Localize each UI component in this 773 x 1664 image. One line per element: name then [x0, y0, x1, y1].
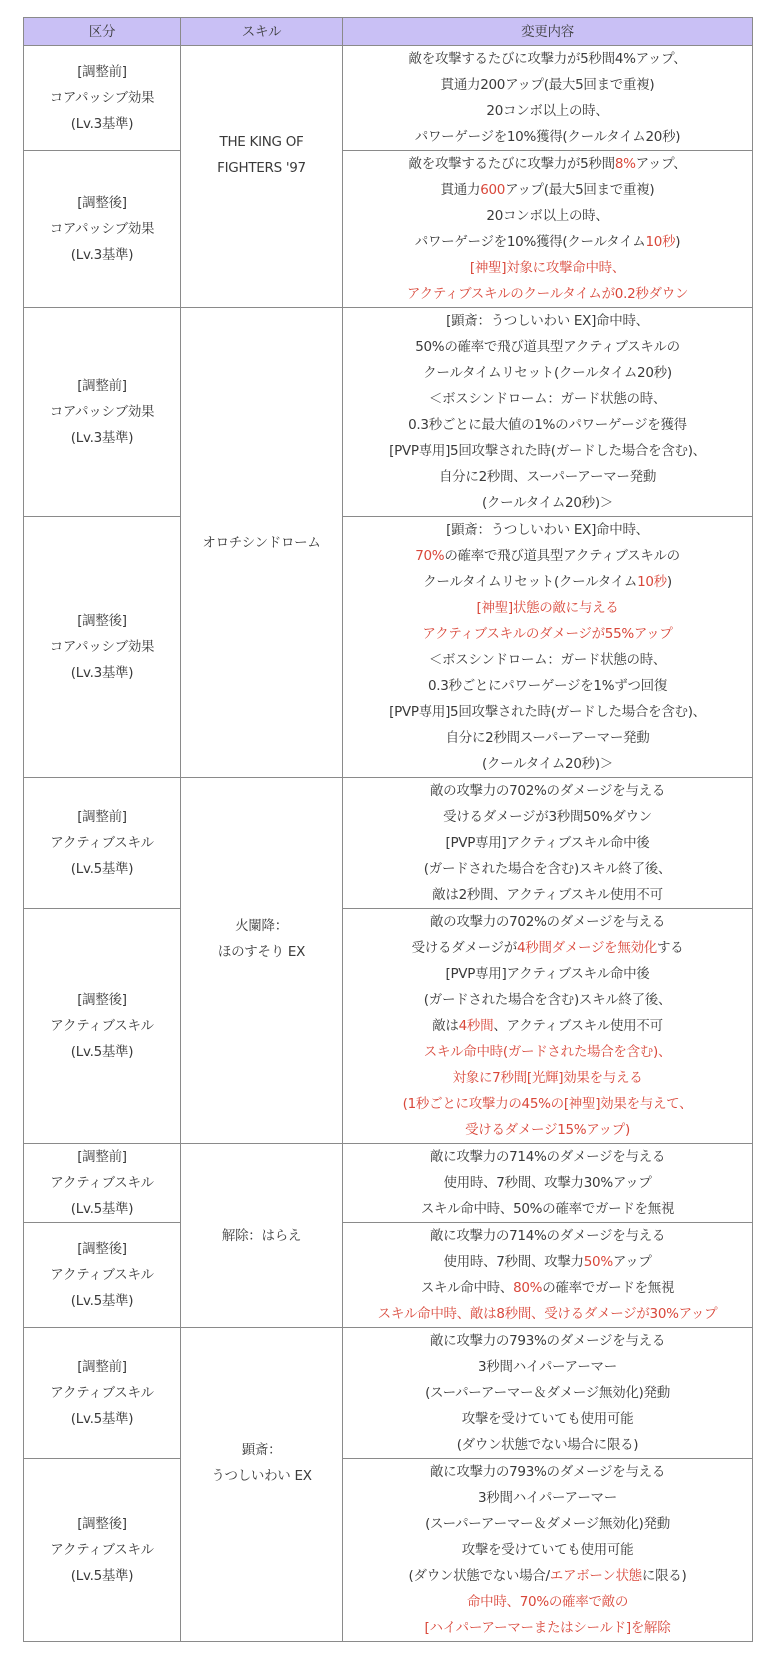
change-line: [347, 1615, 748, 1641]
adjustment-label: [調整前]: [77, 809, 127, 825]
changed-value-highlight: 10秒: [645, 234, 676, 250]
skill-name: うつしいわい EX: [211, 1467, 312, 1484]
text-segment: 敵に攻撃力の714%のダメージを与える: [429, 1228, 666, 1244]
changed-value-highlight: アクティブスキルのクールタイムが0.2秒ダウン: [406, 286, 689, 302]
adjustment-label: [調整後]: [77, 1516, 127, 1532]
adjustment-label: [調整前]: [77, 378, 127, 394]
skill-type-label: アクティブスキル: [50, 1385, 154, 1401]
adjustment-label: [調整前]: [77, 1149, 127, 1165]
change-line: [347, 987, 748, 1013]
text-segment: スキル命中時、50%の確率でガードを無視: [420, 1201, 675, 1217]
change-line: [347, 360, 748, 386]
adjustment-label: [調整前]: [77, 64, 127, 80]
changed-value-highlight: 受けるダメージ15%アップ): [465, 1122, 630, 1138]
text-segment: パワーゲージを10%獲得(クールタイム: [414, 234, 646, 250]
text-segment: 敵に攻撃力の793%のダメージを与える: [429, 1333, 666, 1349]
change-line: [347, 569, 748, 595]
change-line: [347, 203, 748, 229]
level-basis-label: (Lv.3基準): [70, 116, 134, 132]
changed-value-highlight: [神聖]状態の敵に与える: [476, 600, 619, 616]
change-line: [347, 1144, 748, 1170]
skill-type-label: コアパッシブ効果: [49, 639, 155, 655]
change-details-cell: [343, 1223, 753, 1328]
change-line: [347, 621, 748, 647]
change-line: [347, 1589, 748, 1615]
adjustment-label: [調整前]: [77, 1359, 127, 1375]
text-segment: 使用時、7秒間、攻撃力30%アップ: [443, 1175, 652, 1191]
text-segment: 敵を攻撃するたびに攻撃力が5秒間: [408, 156, 615, 172]
change-line: [347, 1432, 748, 1458]
skill-type-label: コアパッシブ効果: [49, 90, 155, 106]
table-row: [24, 517, 753, 778]
text-segment: 攻撃を受けていても使用可能: [461, 1411, 634, 1427]
category-cell: [24, 778, 181, 909]
skill-name: ほのすそり EX: [217, 943, 306, 960]
text-segment: [PVP専用]アクティブスキル命中後: [445, 966, 650, 982]
skill-name: 顕斎：: [241, 1441, 282, 1458]
text-segment: (スーパーアーマー＆ダメージ無効化)発動: [425, 1385, 670, 1401]
category-cell: [24, 1223, 181, 1328]
change-line: [347, 804, 748, 830]
text-segment: (ダウン状態でない場合に限る): [456, 1437, 639, 1453]
category-cell: [24, 308, 181, 517]
category-cell: [24, 46, 181, 151]
skill-type-label: アクティブスキル: [50, 1542, 154, 1558]
changed-value-highlight: 80%: [513, 1280, 543, 1296]
category-cell: [24, 517, 181, 778]
text-segment: 、アクティブスキル使用不可: [493, 1018, 663, 1034]
change-line: [347, 334, 748, 360]
text-segment: (ダウン状態でない場合/: [408, 1568, 550, 1584]
skill-type-label: コアパッシブ効果: [49, 221, 155, 237]
change-line: [347, 1485, 748, 1511]
text-segment: [PVP専用]5回攻撃された時(ガードした場合を含む)、: [389, 704, 706, 720]
change-line: [347, 151, 748, 177]
change-line: [347, 229, 748, 255]
table-header-row: [24, 18, 753, 46]
change-details-cell: [343, 1459, 753, 1642]
changed-value-highlight: スキル命中時(ガードされた場合を含む)、: [423, 1044, 672, 1060]
category-cell: [24, 1328, 181, 1459]
adjustment-label: [調整後]: [77, 992, 127, 1008]
change-line: [347, 1354, 748, 1380]
change-line: [347, 856, 748, 882]
text-segment: 攻撃を受けていても使用可能: [461, 1542, 634, 1558]
change-line: [347, 935, 748, 961]
level-basis-label: (Lv.3基準): [70, 430, 134, 446]
change-line: [347, 1223, 748, 1249]
change-details-cell: [343, 517, 753, 778]
header-changes: 変更内容: [343, 18, 753, 46]
changed-value-highlight: 対象に7秒間[光輝]効果を与える: [452, 1070, 643, 1086]
table-row: [24, 151, 753, 308]
change-line: [347, 1537, 748, 1563]
change-line: [347, 281, 748, 307]
change-line: [347, 1249, 748, 1275]
text-segment: 50%の確率で飛び道具型アクティブスキルの: [415, 339, 680, 355]
change-line: [347, 1170, 748, 1196]
changed-value-highlight: スキル命中時、敵は8秒間、受けるダメージが30%アップ: [377, 1306, 718, 1322]
table-row: [24, 778, 753, 909]
change-details-cell: [343, 151, 753, 308]
text-segment: (ガードされた場合を含む)スキル終了後、: [423, 992, 672, 1008]
skill-changes-table: [23, 17, 753, 1642]
text-segment: 0.3秒ごとにパワーゲージを1%ずつ回復: [427, 678, 668, 694]
text-segment: [PVP専用]5回攻撃された時(ガードした場合を含む)、: [389, 443, 706, 459]
change-line: [347, 830, 748, 856]
skill-type-label: アクティブスキル: [50, 1175, 154, 1191]
change-line: [347, 308, 748, 334]
text-segment: 自分に2秒間スーパーアーマー発動: [445, 730, 650, 746]
change-details-cell: [343, 1144, 753, 1223]
skill-name-cell: [181, 778, 343, 1144]
skill-name: 解除：はらえ: [221, 1227, 302, 1244]
changed-value-highlight: 4秒間: [458, 1018, 494, 1034]
text-segment: 貫通力: [440, 182, 481, 198]
skill-type-label: アクティブスキル: [50, 835, 154, 851]
text-segment: ): [675, 234, 681, 250]
level-basis-label: (Lv.5基準): [70, 1293, 134, 1309]
skill-name: オロチシンドローム: [202, 534, 321, 551]
table-row: [24, 1328, 753, 1459]
category-cell: [24, 909, 181, 1144]
table-body: [24, 46, 753, 1642]
level-basis-label: (Lv.5基準): [70, 1568, 134, 1584]
table-row: [24, 308, 753, 517]
change-line: [347, 72, 748, 98]
change-line: [347, 438, 748, 464]
change-line: [347, 1301, 748, 1327]
level-basis-label: (Lv.3基準): [70, 247, 134, 263]
text-segment: スキル命中時、: [420, 1280, 514, 1296]
change-details-cell: [343, 308, 753, 517]
changed-value-highlight: 命中時、70%の確率で敵の: [466, 1594, 629, 1610]
skill-type-label: アクティブスキル: [50, 1267, 154, 1283]
skill-type-label: コアパッシブ効果: [49, 404, 155, 420]
text-segment: 20コンボ以上の時、: [486, 208, 609, 224]
change-line: [347, 909, 748, 935]
skill-name-cell: [181, 1144, 343, 1328]
level-basis-label: (Lv.5基準): [70, 1044, 134, 1060]
change-line: [347, 1328, 748, 1354]
change-line: [347, 177, 748, 203]
text-segment: 敵は2秒間、アクティブスキル使用不可: [432, 887, 663, 903]
change-line: [347, 1091, 748, 1117]
changed-value-highlight: アクティブスキルのダメージが55%アップ: [422, 626, 673, 642]
text-segment: 敵は: [432, 1018, 459, 1034]
text-segment: ＜ボスシンドローム：ガード状態の時、: [428, 652, 667, 668]
level-basis-label: (Lv.3基準): [70, 665, 134, 681]
text-segment: 受けるダメージが: [411, 940, 517, 956]
text-segment: アップ、: [635, 156, 687, 172]
table-row: [24, 1144, 753, 1223]
adjustment-label: [調整後]: [77, 195, 127, 211]
changed-value-highlight: 10秒: [637, 574, 667, 590]
text-segment: アップ: [612, 1254, 652, 1270]
text-segment: [顕斎：うつしいわい EX]命中時、: [446, 313, 649, 329]
change-line: [347, 673, 748, 699]
category-cell: [24, 1144, 181, 1223]
change-line: [347, 464, 748, 490]
text-segment: アップ(最大5回まで重複): [505, 182, 655, 198]
change-details-cell: [343, 778, 753, 909]
text-segment: 貫通力200アップ(最大5回まで重複): [440, 77, 655, 93]
text-segment: 敵の攻撃力の702%のダメージを与える: [429, 783, 666, 799]
text-segment: ): [666, 574, 672, 590]
text-segment: 使用時、7秒間、攻撃力: [443, 1254, 584, 1270]
change-line: [347, 1039, 748, 1065]
category-cell: [24, 1459, 181, 1642]
change-line: [347, 124, 748, 150]
text-segment: 3秒間ハイパーアーマー: [478, 1359, 617, 1375]
text-segment: クールタイムリセット(クールタイム: [423, 574, 638, 590]
text-segment: (クールタイム20秒)＞: [481, 756, 614, 772]
change-line: [347, 1380, 748, 1406]
change-line: [347, 255, 748, 281]
changed-value-highlight: 70%: [415, 548, 445, 564]
change-line: [347, 386, 748, 412]
change-line: [347, 1406, 748, 1432]
change-line: [347, 517, 748, 543]
text-segment: ＜ボスシンドローム：ガード状態の時、: [428, 391, 667, 407]
change-line: [347, 699, 748, 725]
change-line: [347, 647, 748, 673]
change-line: [347, 1275, 748, 1301]
change-line: [347, 1013, 748, 1039]
skill-name: 火闌降：: [235, 917, 288, 934]
change-details-cell: [343, 909, 753, 1144]
skill-type-label: アクティブスキル: [50, 1018, 154, 1034]
text-segment: の確率で飛び道具型アクティブスキルの: [444, 548, 680, 564]
change-line: [347, 961, 748, 987]
text-segment: 敵を攻撃するたびに攻撃力が5秒間4%アップ、: [408, 51, 687, 67]
change-line: [347, 412, 748, 438]
text-segment: の確率でガードを無視: [542, 1280, 675, 1296]
change-line: [347, 882, 748, 908]
changed-value-highlight: 4秒間ダメージを無効化: [516, 940, 657, 956]
change-line: [347, 778, 748, 804]
changed-value-highlight: 50%: [583, 1254, 613, 1270]
text-segment: (ガードされた場合を含む)スキル終了後、: [423, 861, 672, 877]
skill-name: THE KING OF: [219, 133, 304, 150]
header-category: 区分: [24, 18, 181, 46]
text-segment: に限る): [641, 1568, 687, 1584]
level-basis-label: (Lv.5基準): [70, 1201, 134, 1217]
text-segment: 敵に攻撃力の793%のダメージを与える: [429, 1464, 666, 1480]
change-details-cell: [343, 1328, 753, 1459]
change-line: [347, 1065, 748, 1091]
text-segment: (スーパーアーマー＆ダメージ無効化)発動: [425, 1516, 670, 1532]
skill-name-cell: [181, 308, 343, 778]
change-line: [347, 1459, 748, 1485]
changed-value-highlight: 8%: [614, 156, 636, 172]
header-skill: スキル: [181, 18, 343, 46]
skill-name: FIGHTERS '97: [217, 159, 306, 176]
text-segment: 敵に攻撃力の714%のダメージを与える: [429, 1149, 666, 1165]
category-cell: [24, 151, 181, 308]
text-segment: 自分に2秒間、スーパーアーマー発動: [438, 469, 657, 485]
text-segment: 20コンボ以上の時、: [486, 103, 609, 119]
changed-value-highlight: [ハイパーアーマーまたはシールド]を解除: [424, 1620, 671, 1636]
change-details-cell: [343, 46, 753, 151]
changed-value-highlight: 600: [480, 182, 506, 198]
text-segment: (クールタイム20秒)＞: [481, 495, 614, 511]
table-row: [24, 46, 753, 151]
change-line: [347, 1563, 748, 1589]
change-line: [347, 98, 748, 124]
changed-value-highlight: [神聖]対象に攻撃命中時、: [469, 260, 626, 276]
text-segment: する: [656, 940, 684, 956]
change-line: [347, 543, 748, 569]
change-line: [347, 1196, 748, 1222]
text-segment: クールタイムリセット(クールタイム20秒): [423, 365, 672, 381]
change-line: [347, 595, 748, 621]
change-line: [347, 1117, 748, 1143]
skill-name-cell: [181, 46, 343, 308]
level-basis-label: (Lv.5基準): [70, 861, 134, 877]
level-basis-label: (Lv.5基準): [70, 1411, 134, 1427]
table-row: [24, 909, 753, 1144]
change-line: [347, 1511, 748, 1537]
changed-value-highlight: (1秒ごとに攻撃力の45%の[神聖]効果を与えて、: [402, 1096, 693, 1112]
text-segment: パワーゲージを10%獲得(クールタイム20秒): [414, 129, 681, 145]
skill-name-cell: [181, 1328, 343, 1642]
text-segment: 0.3秒ごとに最大値の1%のパワーゲージを獲得: [408, 417, 687, 433]
changed-value-highlight: エアボーン状態: [549, 1568, 642, 1584]
change-line: [347, 751, 748, 777]
table-row: [24, 1459, 753, 1642]
text-segment: 受けるダメージが3秒間50%ダウン: [443, 809, 652, 825]
table-row: [24, 1223, 753, 1328]
text-segment: 敵の攻撃力の702%のダメージを与える: [429, 914, 666, 930]
adjustment-label: [調整後]: [77, 1241, 127, 1257]
change-line: [347, 46, 748, 72]
text-segment: [顕斎：うつしいわい EX]命中時、: [446, 522, 649, 538]
text-segment: [PVP専用]アクティブスキル命中後: [445, 835, 650, 851]
text-segment: 3秒間ハイパーアーマー: [478, 1490, 617, 1506]
change-line: [347, 490, 748, 516]
adjustment-label: [調整後]: [77, 613, 127, 629]
change-line: [347, 725, 748, 751]
